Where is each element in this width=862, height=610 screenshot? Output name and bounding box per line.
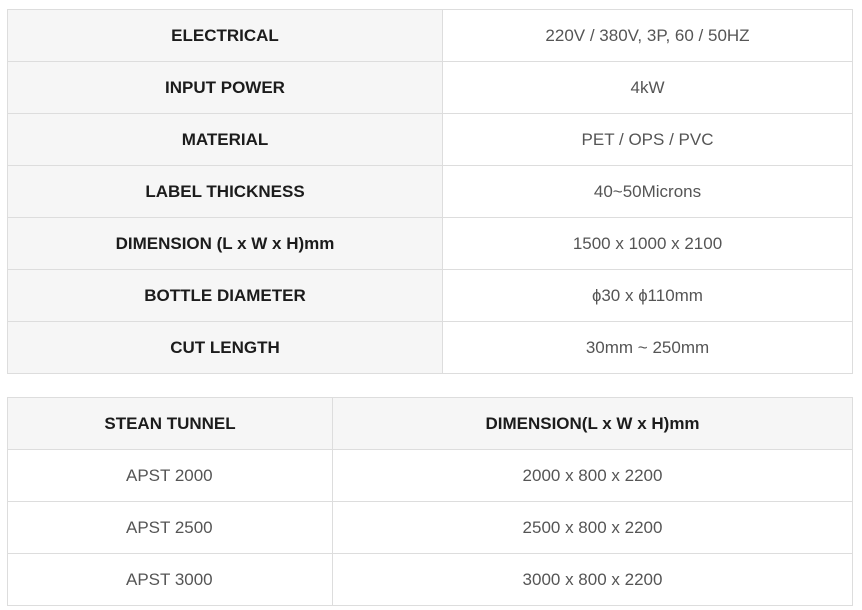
spec-row-input-power [8,62,853,114]
spec-row-label-thickness [8,166,853,218]
tunnel-model: APST 2000 [8,450,333,502]
spec-row-dimension [8,218,853,270]
spec-label: LABEL THICKNESS [8,166,443,218]
spec-value: 30mm ~ 250mm [443,322,853,374]
spec-value: 220V / 380V, 3P, 60 / 50HZ [443,10,853,62]
table-row [8,502,853,554]
tunnel-header-model: STEAN TUNNEL [8,398,333,450]
spec-value: ɸ30 x ɸ110mm [443,270,853,322]
spec-label: MATERIAL [8,114,443,166]
table-row [8,450,853,502]
spec-table [7,9,853,374]
spec-value: 4kW [443,62,853,114]
spec-value: PET / OPS / PVC [443,114,853,166]
spec-label: INPUT POWER [8,62,443,114]
tunnel-dimension: 2000 x 800 x 2200 [333,450,853,502]
tunnel-table [7,397,853,606]
spec-value: 1500 x 1000 x 2100 [443,218,853,270]
spec-label: BOTTLE DIAMETER [8,270,443,322]
spec-label: ELECTRICAL [8,10,443,62]
spec-row-cut-length [8,322,853,374]
spec-row-material [8,114,853,166]
tunnel-model: APST 3000 [8,554,333,606]
table-row [8,554,853,606]
tunnel-model: APST 2500 [8,502,333,554]
spec-row-bottle-diameter [8,270,853,322]
spec-label: DIMENSION (L x W x H)mm [8,218,443,270]
tunnel-dimension: 3000 x 800 x 2200 [333,554,853,606]
spec-label: CUT LENGTH [8,322,443,374]
tunnel-dimension: 2500 x 800 x 2200 [333,502,853,554]
tunnel-header-row [8,398,853,450]
spec-value: 40~50Microns [443,166,853,218]
spec-row-electrical [8,10,853,62]
tunnel-header-dimension: DIMENSION(L x W x H)mm [333,398,853,450]
